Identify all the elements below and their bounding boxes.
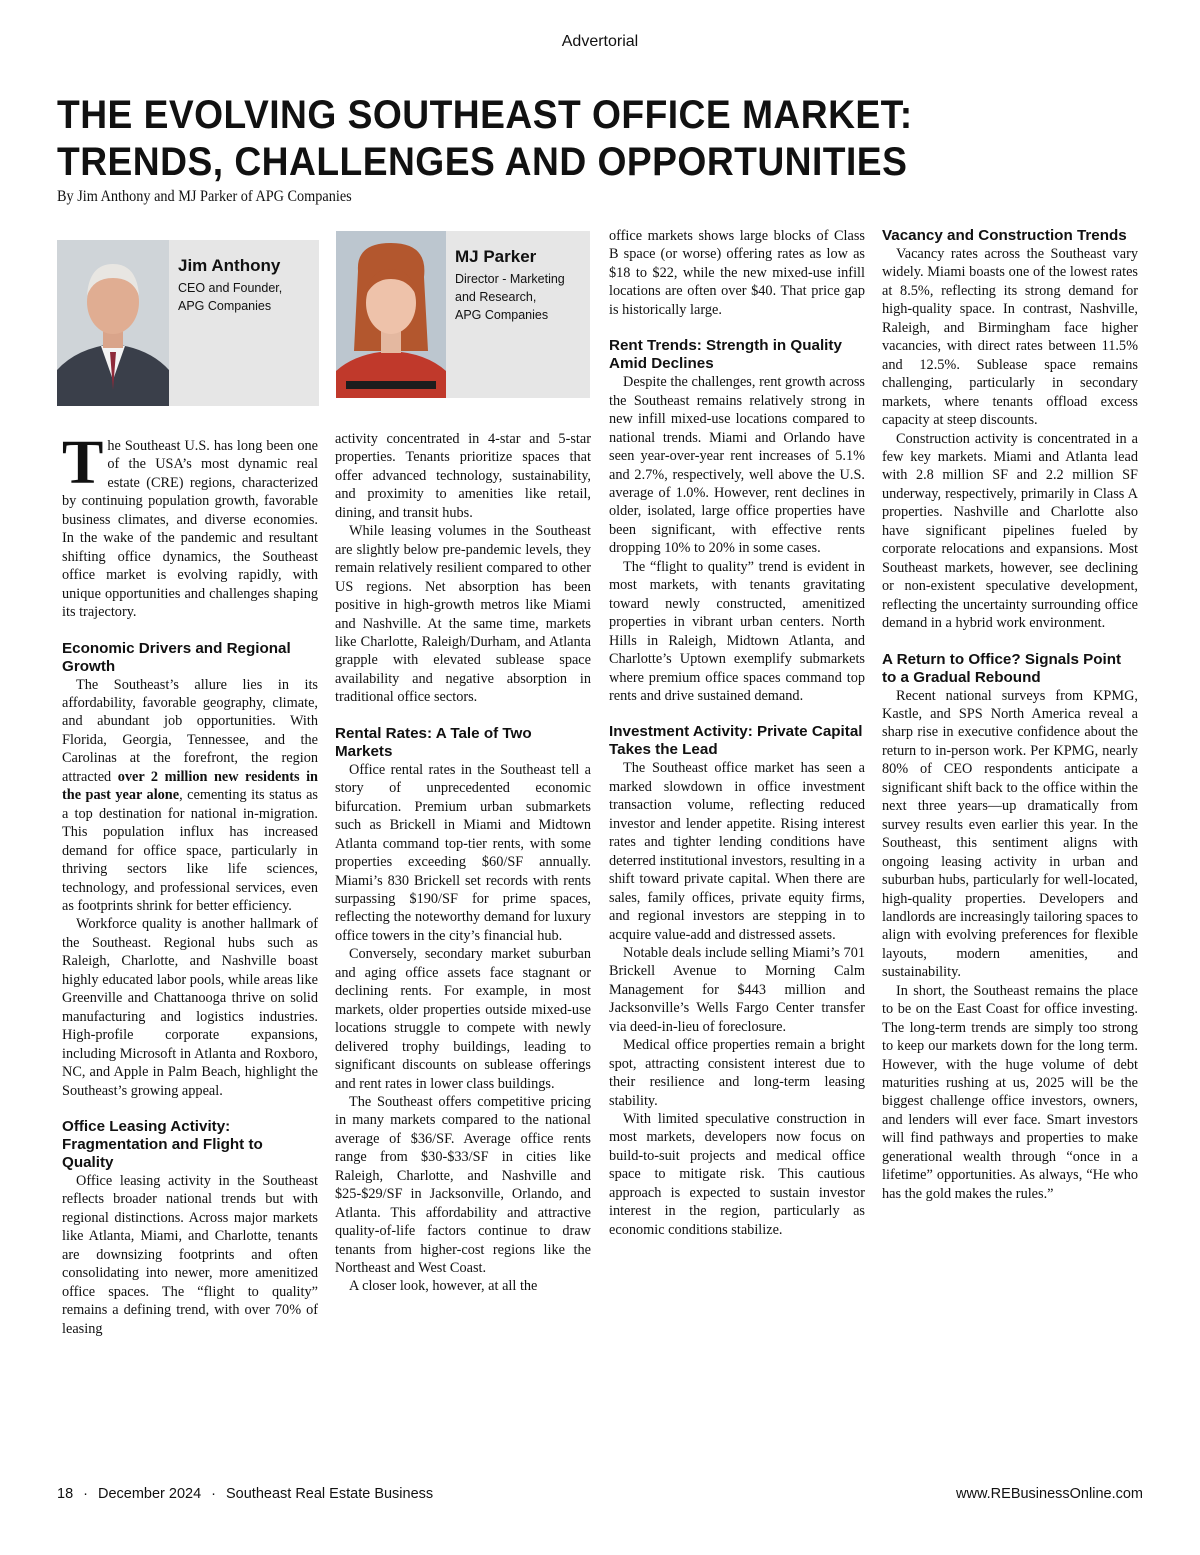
issue-date: December 2024 (97, 1486, 202, 1502)
paragraph-limited: With limited speculative construction in most markets, developers now focus on build-to-suit projects and medical office space to mitigate risk. This cautious approach is expected to sustain investor interest in the region, particularly as economic conditions stabilize. (609, 1111, 865, 1238)
paragraph-leasing: Office leasing activity in the Southeast reflects broader national trends but with regional distinctions. Across major markets like Atlanta, Miami, and Charlotte, tenants are downsizing footprints and often consolidating into newer, more amenitized office spaces. The “flight to quality” remains a defining trend, with over 70% of leasing (62, 1172, 318, 1337)
paragraph-pricing: The Southeast offers competitive pricing in many markets compared to the national average of $36/SF. Average office rents range from $30-$33/SF in cities like Raleigh, Charlotte, and Nashville and $25-$29/SF in Jacksonville, Orlando, and Atlanta. This affordability and attractive quality-of-life factors continue to draw tenants from higher-cost regions like the Northeast and West Coast. (335, 1093, 591, 1277)
title-line-2: TRENDS, CHALLENGES AND OPPORTUNITIES (57, 140, 908, 184)
paragraph-return: Recent national surveys from KPMG, Kastle, and SPS North America reveal a sharp rise in executive confidence about the return to in-person work. Per KPMG, nearly 80% of CEO respondents anticipate a significant shift back to the office within the next three years—up dramatically from survey results even earlier this year. In the Southeast, this sentiment aligns with ongoing leasing activity in urban and suburban hubs, particularly for well-located, high-quality properties. Developers and landlords are increasingly tailoring spaces to align with evolving preferences for flexible layouts, modern amenities, and sustainability. (882, 687, 1138, 981)
byline: By Jim Anthony and MJ Parker of APG Companies (57, 188, 352, 205)
paragraph-leasing-cont: activity concentrated in 4-star and 5-star properties. Tenants prioritize spaces that offer advanced technology, sustainability, and proximity to amenities like retail, dining, and transit hubs. (335, 431, 591, 521)
column-3 (609, 227, 865, 1239)
column-1 (62, 429, 319, 1338)
bold-highlight: over 2 million new residents in the past year alone (62, 768, 319, 804)
author-company: APG Companies (178, 299, 272, 313)
paragraph-construction: Construction activity is concentrated in a few key markets. Miami and Atlanta lead with 2.8 million SF and 2.2 million SF underway, respectively, primarily in Class A properties. Nashville and Charlotte also have significant pipelines fueled by corporate relocations and expansions. Most Southeast markets, however, see declining or non-existent speculative development, reflecting the uncertainty surrounding office demand in a hybrid work environment. (882, 430, 1138, 632)
page-footer-left (57, 1486, 433, 1502)
author-role-line: and Research, (455, 290, 537, 304)
intro-paragraph (62, 429, 318, 622)
column-2 (335, 430, 591, 1296)
author-info-jim-anthony (178, 256, 282, 315)
drop-cap: T (62, 429, 104, 497)
author-photo-jim-anthony (57, 240, 169, 406)
paragraph-flight: The “flight to quality” trend is evident in most markets, with tenants gravitating toward newly constructed, amenitized properties in vibrant urban centers. North Hills in Raleigh, Midtown Atlanta, and Charlotte’s Uptown exemplify submarkets where premium office spaces command top rents and drive sustained demand. (609, 558, 865, 704)
intro-text: he Southeast U.S. has long been one of the USA’s most dynamic real estate (CRE) regions, characterized by continuing population growth, favorable business climates, and diverse economies. In the wake of the pandemic and resultant shifting office dynamics, the Southeast office market is evolving rapidly, with unique opportunities and challenges shaping its trajectory. (62, 438, 318, 621)
paragraph-investment: The Southeast office market has seen a marked slowdown in office investment transaction volume, reflecting reduced investor and lender appetite. Rising interest rates and tighter lending conditions have deterred institutional investors, resulting in a shift toward private capital. When there are sales, family offices, private equity firms, and regional investors are stepping in to acquire value-add and distressed assets. (609, 760, 865, 943)
advertorial-label: Advertorial (561, 33, 639, 50)
author-photo-mj-parker (336, 231, 446, 398)
author-name: MJ Parker (455, 247, 537, 266)
paragraph-deals: Notable deals include selling Miami’s 701 Brickell Avenue to Morning Calm Management for $443 million and Jacksonville’s Wells Fargo Center transfer via deed-in-lieu of foreclosure. (609, 944, 865, 1035)
paragraph-volumes: While leasing volumes in the Southeast are slightly below pre-pandemic levels, they remain relatively resilient compared to other US regions. Net absorption has been positive in high-growth metros like Miami and Nashville. At the same time, markets like Charlotte, Raleigh/Durham, and Atlanta grapple with elevated sublease space availability and negative absorption in traditional office sectors. (335, 523, 591, 706)
paragraph-medical: Medical office properties remain a bright spot, attracting consistent interest due to their resilience and long-term leasing stability. (609, 1037, 865, 1109)
author-company: APG Companies (455, 308, 549, 322)
author-role-line: Director - Marketing (455, 272, 565, 286)
author-card-jim-anthony (57, 240, 319, 406)
paragraph-rental: Office rental rates in the Southeast tell a story of unprecedented economic bifurcation. Premium urban submarkets such as Brickell in Miami and Midtown Atlanta command top-tier rents, with some properties exceeding $60/SF annually. Miami’s 830 Brickell set records with rents surpassing $190/SF for prime spaces, reflecting the noteworthy demand for luxury office towers in the city’s financial hub. (335, 761, 591, 944)
paragraph-in-short: In short, the Southeast remains the place to be on the East Coast for office investing. The long-term trends are simply too strong to keep our markets down for the long term. However, with the huge volume of debt maturities rushing at us, 2025 will be the biggest challenge office investors, owners, and lenders will ever face. Smart investors will find pathways and properties to make generational wealth through “once in a lifetime” opportunities. As always, “He who has the gold makes the rules.” (882, 982, 1138, 1202)
paragraph-rent: Despite the challenges, rent growth across the Southeast remains relatively strong in new infill mixed-use locations compared to national trends. Miami and Orlando have seen year-over-year rent increases of 5.1% and 2.7%, respectively, well above the U.S. average of 1.0%. However, rent declines in older, isolated, large office properties have been significant, with effective rents dropping 10% to 20% in some cases. (609, 374, 865, 557)
heading-rent-trends: Rent Trends: Strength in Quality Amid Declines (609, 337, 842, 373)
article-title (57, 92, 1071, 186)
paragraph-conversely: Conversely, secondary market suburban and aging office assets face stagnant or declining rents. For example, in most markets, older properties outside mixed-use locations struggle to compete with newly delivered trophy buildings, leading to significant discounts on sublease offerings and rent rates in lower class buildings. (335, 946, 591, 1092)
author-role-line: CEO and Founder, (178, 281, 283, 295)
paragraph-rental-cont: office markets shows large blocks of Class B space (or worse) offering rates as low as $18 to $22, while the new mixed-use infill locations are often over $40. That price gap is historically large. (609, 228, 865, 318)
heading-investment: Investment Activity: Private Capital Takes the Lead (609, 723, 863, 759)
separator: · (83, 1486, 88, 1502)
column-4 (882, 227, 1138, 1203)
author-info-mj-parker (455, 247, 565, 324)
author-card-mj-parker (336, 231, 590, 398)
paragraph-economic: The Southeast’s allure lies in its affordability, favorable geography, climate, and abundant job opportunities. With Florida, Georgia, Tennessee, and the Carolinas at the forefront, the region attracted over 2 million new residents in the past year alone, cementing its status as a top destination for national in-migration. This population influx has increased demand for office space, particularly in thriving sectors like life sciences, technology, and professional services, even as footprints shrink for better efficiency. (62, 676, 319, 914)
author-name: Jim Anthony (178, 256, 281, 275)
paragraph-closer-look: A closer look, however, at all the (349, 1278, 538, 1295)
title-line-1: THE EVOLVING SOUTHEAST OFFICE MARKET: (57, 93, 913, 137)
page-number: 18 (57, 1486, 74, 1502)
paragraph-workforce: Workforce quality is another hallmark of the Southeast. Regional hubs such as Raleigh, Charlotte, and Nashville boast highly educated labor pools, while areas like Greenville and Chattanooga thrive on solid manufacturing and logistics industries. High-profile corporate expansions, including Microsoft in Atlanta and Roxboro, NC, and Apple in Palm Beach, highlight the Southeast’s growing appeal. (62, 916, 318, 1099)
heading-vacancy: Vacancy and Construction Trends (882, 227, 1127, 244)
website-url[interactable]: www.REBusinessOnline.com (956, 1486, 1143, 1502)
heading-rental-rates: Rental Rates: A Tale of Two Markets (335, 724, 532, 760)
heading-office-leasing: Office Leasing Activity: Fragmentation and Flight to Quality (62, 1117, 263, 1171)
paragraph-vacancy: Vacancy rates across the Southeast vary widely. Miami boasts one of the lowest rates at 8.5%, reflecting its strong demand for high-quality space. In contrast, Nashville, Raleigh, and Birmingham face higher vacancies, with direct rates between 11.5% and 12.5%. Sublease space remains challenging, particularly in secondary markets, where tenants offload excess capacity at steep discounts. (882, 246, 1138, 429)
publication-name: Southeast Real Estate Business (226, 1486, 434, 1502)
separator: · (211, 1486, 216, 1502)
heading-return-to-office: A Return to Office? Signals Point to a Gradual Rebound (882, 650, 1122, 686)
heading-economic-drivers: Economic Drivers and Regional Growth (62, 639, 291, 675)
